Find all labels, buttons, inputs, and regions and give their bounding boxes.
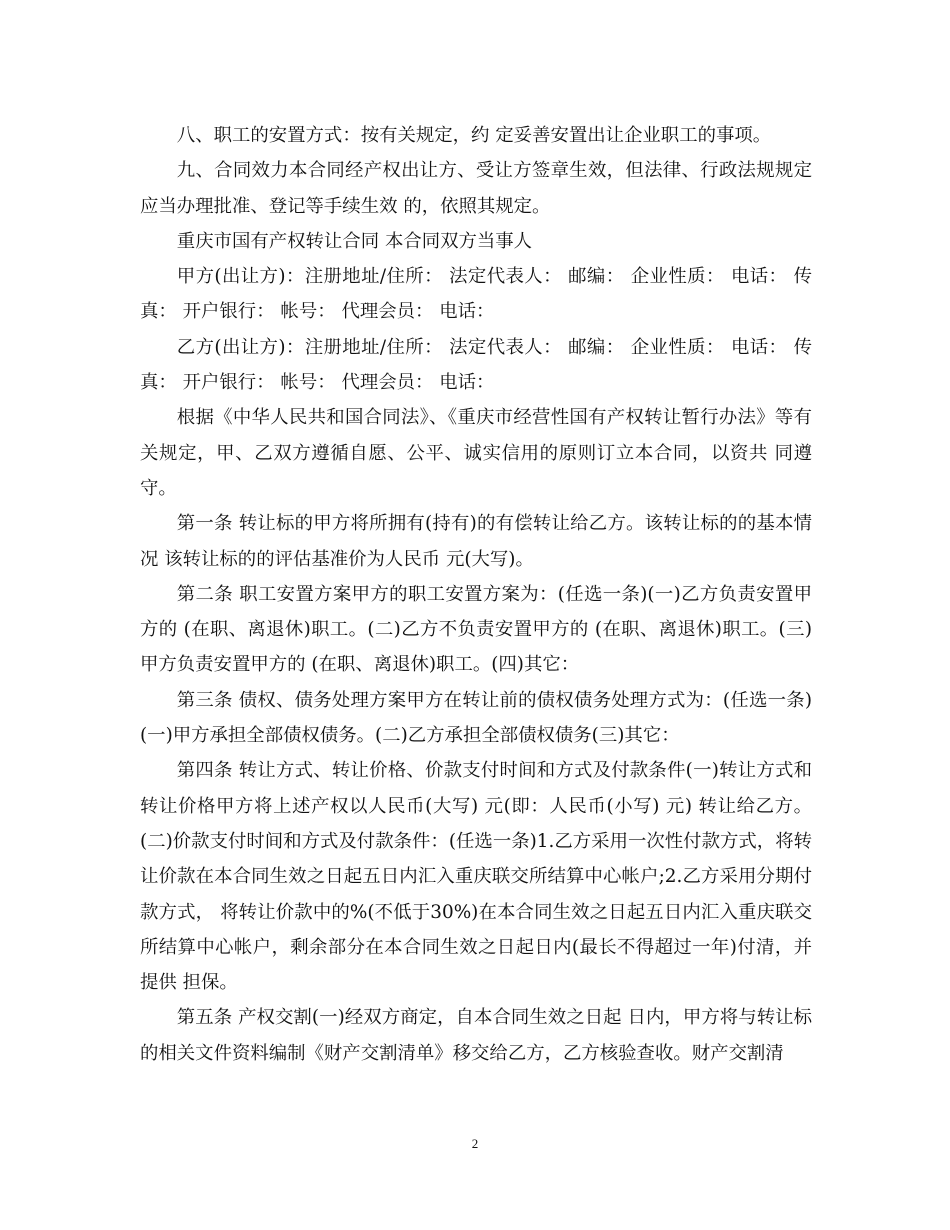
legal-basis-paragraph: 根据《中华人民共和国合同法》、《重庆市经营性国有产权转让暂行办法》等有关规定，甲、乙双方遵循自愿、公平、诚实信用的原则订立本合同，以资共 同遵守。 [140, 407, 812, 499]
article-3-debt-plan: 第三条 债权、债务处理方案甲方在转让前的债权债务处理方式为：(任选一条)(一)甲方承担全部债权债务。(二)乙方承担全部债权债务(三)其它： [140, 689, 812, 747]
article-1-transfer-subject: 第一条 转让标的甲方将所拥有(持有)的有偿转让给乙方。该转让标的的基本情况 该转让标的的评估基准价为人民币 元(大写)。 [140, 513, 812, 570]
party-b-info: 乙方(出让方)：注册地址/住所： 法定代表人： 邮编： 企业性质： 电话： 传真： 开户银行： 帐号： 代理会员： 电话： [140, 336, 812, 394]
paragraph-8-staff-placement: 八、职工的安置方式：按有关规定，约 定妥善安置出让企业职工的事项。 [176, 125, 772, 146]
page-number: 2 [471, 1136, 479, 1151]
article-5-property-handover: 第五条 产权交割(一)经双方商定，自本合同生效之日起 日内，甲方将与转让标的相关文件资料编制《财产交割清单》移交给乙方，乙方核验查收。财产交割清 [140, 1007, 812, 1064]
article-2-staff-plan: 第二条 职工安置方案甲方的职工安置方案为：(任选一条)(一)乙方负责安置甲方的 (在职、离退休)职工。(二)乙方不负责安置甲方的 (在职、离退休)职工。(三)甲方负责安置甲方的 (在职、离退休)职工。(四)其它： [140, 583, 812, 676]
party-a-info: 甲方(出让方)：注册地址/住所： 法定代表人： 邮编： 企业性质： 电话： 传真： 开户银行： 帐号： 代理会员： 电话： [140, 266, 812, 323]
article-4-transfer-terms: 第四条 转让方式、转让价格、价款支付时间和方式及付款条件(一)转让方式和转让价格甲方将上述产权以人民币(大写) 元(即：人民币(小写) 元) 转让给乙方。(二)价款支付时间和方式及付款条件：(任选一条)1.乙方采用一次性付款方式，将转让价款在本合同生效之日起五日内汇入重庆联交所结算中心帐户;2.乙方采用分期付款方式， 将转让价款中的%(不低于30%)在本合同生效之日起五日内汇入重庆联交所结算中心帐户，剩余部分在本合同生效之日起日内(最长不得超过一年)付清，并 提供 担保。 [140, 760, 812, 994]
paragraph-9-contract-validity: 九、合同效力本合同经产权出让方、受让方签章生效，但法律、行政法规规定应当办理批准、登记等手续生效 的，依照其规定。 [140, 160, 812, 217]
document-body [140, 118, 812, 1071]
contract-title-line: 重庆市国有产权转让合同 本合同双方当事人 [176, 230, 533, 252]
